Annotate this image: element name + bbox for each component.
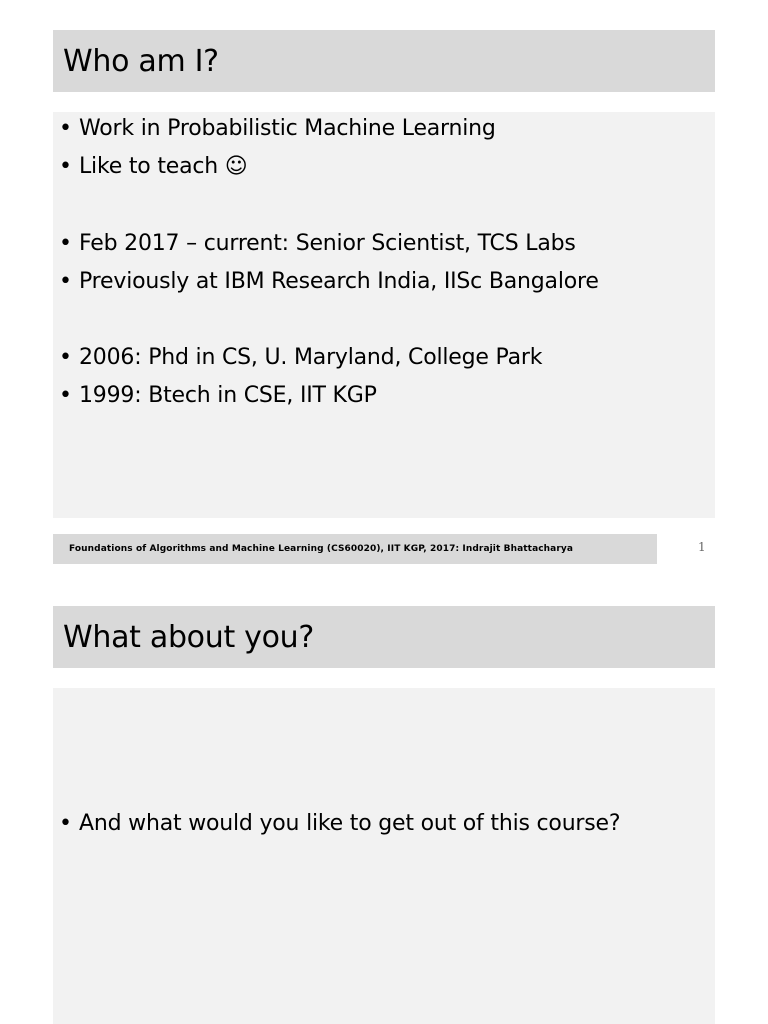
slide1-title: Who am I? <box>63 43 219 79</box>
list-item <box>59 230 576 258</box>
bullet-icon: • <box>59 116 72 141</box>
footer-text: Foundations of Algorithms and Machine Learning (CS60020), IIT KGP, 2017: Indrajit Bhattacharya <box>69 544 574 554</box>
bullet-icon: • <box>59 269 72 294</box>
list-item <box>59 115 496 143</box>
slide1-content <box>53 112 715 518</box>
bullet-icon: • <box>59 811 72 836</box>
bullet-text: 2006: Phd in CS, U. Maryland, College Park <box>79 345 543 370</box>
bullet-text: And what would you like to get out of this course? <box>79 811 621 836</box>
list-item <box>59 153 248 181</box>
list-item <box>59 268 599 296</box>
bullet-text: 1999: Btech in CSE, IIT KGP <box>79 383 377 408</box>
bullet-text: Work in Probabilistic Machine Learning <box>79 116 496 141</box>
bullet-icon: • <box>59 154 72 179</box>
list-item <box>59 344 542 372</box>
bullet-text: Previously at IBM Research India, IISc Bangalore <box>79 269 599 294</box>
slide2-content <box>53 688 715 1024</box>
bullet-text: Feb 2017 – current: Senior Scientist, TCS Labs <box>79 231 576 256</box>
bullet-icon: • <box>59 383 72 408</box>
slide1-footer <box>53 534 657 564</box>
slide2-title-bar <box>53 606 715 668</box>
bullet-text: Like to teach ☺ <box>79 154 248 179</box>
list-item <box>59 382 377 410</box>
list-item <box>59 810 620 838</box>
slide2-title: What about you? <box>63 619 314 655</box>
bullet-icon: • <box>59 231 72 256</box>
page-number: 1 <box>698 540 706 554</box>
slide1-title-bar <box>53 30 715 92</box>
bullet-icon: • <box>59 345 72 370</box>
